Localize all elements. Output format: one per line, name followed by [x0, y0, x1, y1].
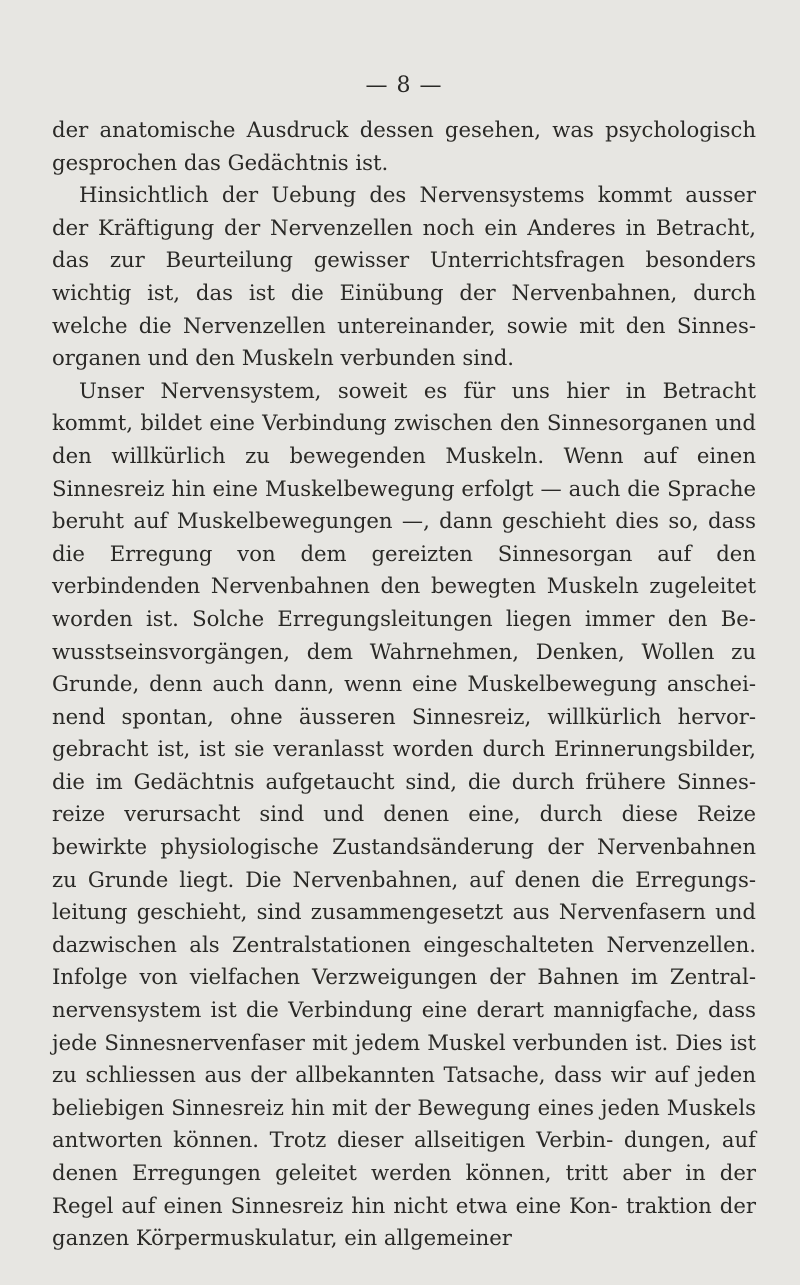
paragraph-continuation: der anatomische Ausdruck dessen gesehen, was psychologisch gesprochen das Gedächtnis ist.	[52, 117, 756, 175]
page-number: — 8 —	[365, 73, 443, 98]
paragraph-nervous-system-training: Hinsichtlich der Uebung des Nervensystems kommt ausser der Kräftigung der Nervenzellen noch ein Anderes in Betracht, das zur Beurteilung gewisser Unterrichtsfragen besonders wichtig ist, das ist die Einübung der Nervenbahnen, durch welche die Nervenzellen untereinander, sowie mit den Sinnes- organen und den Muskeln verbunden sind.	[52, 182, 756, 371]
paragraph-nervous-system-connections: Unser Nervensystem, soweit es für uns hier in Betracht kommt, bildet eine Verbindung zwischen den Sinnesorganen und den willkürlich zu bewegenden Muskeln. Wenn auf einen Sinnesreiz hin eine Muskelbewegung erfolgt — auch die Sprache beruht auf Muskelbewegungen —, dann geschieht dies so, dass die Erregung von dem gereizten Sinnesorgan auf den verbindenden Nervenbahnen den bewegten Muskeln zugeleitet worden ist. Solche Erregungsleitungen liegen immer den Be- wusstseinsvorgängen, dem Wahrnehmen, Denken, Wollen zu Grunde, denn auch dann, wenn eine Muskelbewegung anschei- nend spontan, ohne äusseren Sinnesreiz, willkürlich hervor- gebracht ist, ist sie veranlasst worden durch Erinnerungsbilder, die im Gedächtnis aufgetaucht sind, die durch frühere Sinnes- reize verursacht sind und denen eine, durch diese Reize bewirkte physiologische Zustandsänderung der Nervenbahnen zu Grunde liegt. Die Nervenbahnen, auf denen die Erregungs- leitung geschieht, sind zusammengesetzt aus Nervenfasern und dazwischen als Zentralstationen eingeschalteten Nervenzellen. Infolge von vielfachen Verzweigungen der Bahnen im Zentral- nervensystem ist die Verbindung eine derart mannigfache, dass jede Sinnesnervenfaser mit jedem Muskel verbunden ist. Dies ist zu schliessen aus der allbekannten Tatsache, dass wir auf jeden beliebigen Sinnesreiz hin mit der Bewegung eines jeden Muskels antworten können. Trotz dieser allseitigen Verbin- dungen, auf denen Erregungen geleitet werden können, tritt aber in der Regel auf einen Sinnesreiz hin nicht etwa eine Kon- traktion der ganzen Körpermuskulatur, ein allgemeiner	[52, 377, 756, 1251]
